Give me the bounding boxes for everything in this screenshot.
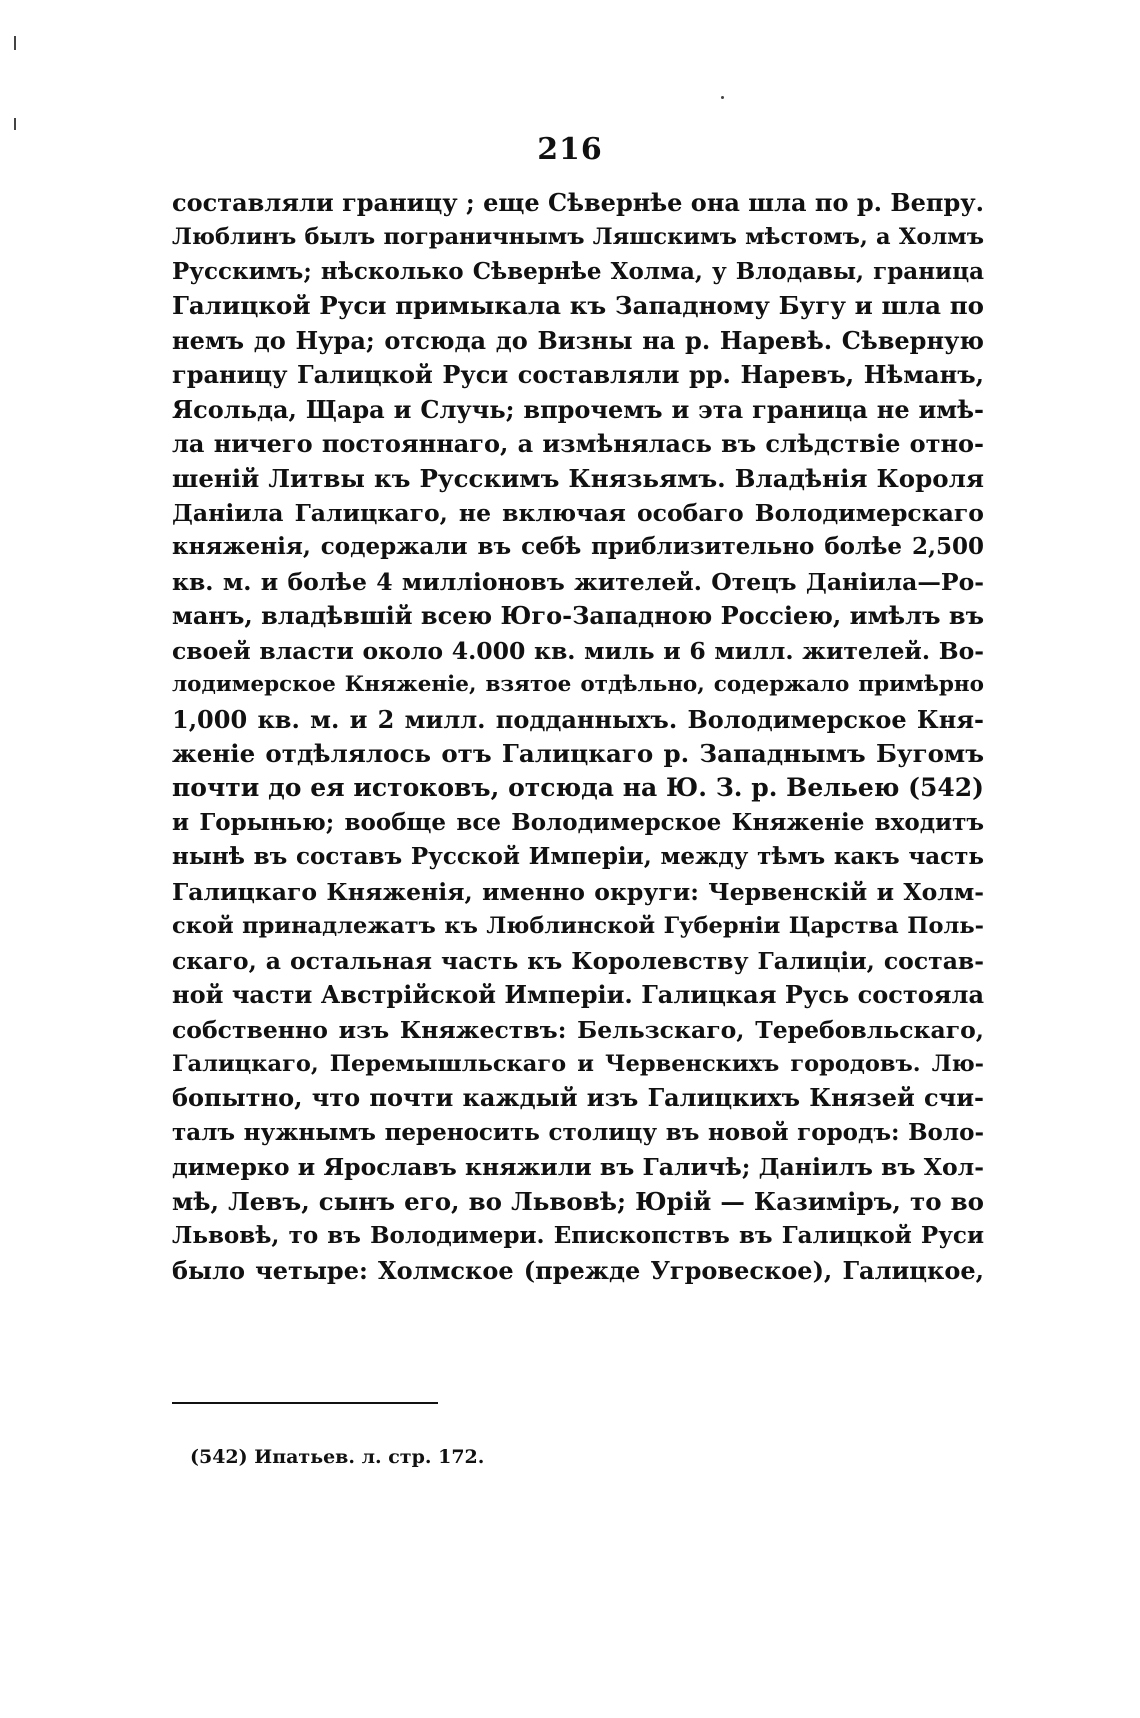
text-line: Русскимъ; нѣсколько Сѣвернѣе Холма, у Влодавы, граница — [172, 257, 984, 285]
text-line: димерко и Ярославъ княжили въ Галичѣ; Даніилъ въ Хол- — [172, 1153, 984, 1182]
text-line: границу Галицкой Руси составляли рр. Наревъ, Нѣманъ, — [172, 360, 984, 390]
text-line: бопытно, что почти каждый изъ Галицкихъ Князей счи- — [172, 1083, 984, 1113]
scan-dust-mark — [721, 96, 724, 99]
text-line: ской принадлежатъ къ Люблинской Губерніи Царства Поль- — [172, 913, 984, 940]
text-line: 1,000 кв. м. и 2 милл. подданныхъ. Володимерское Кня- — [172, 704, 984, 734]
text-line: женіе отдѣлялось отъ Галицкаго р. Западнымъ Бугомъ — [172, 739, 984, 768]
text-line: составляли границу ; еще Сѣвернѣе она шла по р. Вепру. — [172, 188, 984, 217]
text-line: Галицкаго, Перемышльскаго и Червенскихъ городовъ. Лю- — [172, 1050, 984, 1077]
body-text — [172, 186, 984, 1288]
text-line: Галицкаго Княженія, именно округи: Червенскій и Холм- — [172, 877, 984, 906]
text-line: собственно изъ Княжествъ: Бельзскаго, Теребовльскаго, — [172, 1015, 984, 1044]
text-line: шеній Литвы къ Русскимъ Князьямъ. Владѣнія Короля — [172, 463, 984, 493]
text-line: талъ нужнымъ переносить столицу въ новой городъ: Воло- — [172, 1118, 984, 1146]
text-line: Львовѣ, то въ Володимери. Епископствъ въ Галицкой Руси — [172, 1222, 984, 1250]
text-line: нынѣ въ составъ Русской Имперіи, между тѣмъ какъ часть — [172, 843, 984, 871]
text-line: манъ, владѣвшій всею Юго-Западною Россіею, имѣлъ въ — [172, 601, 984, 631]
text-line: было четыре: Холмское (прежде Угровеское), Галицкое, — [172, 1255, 984, 1285]
text-line: ла ничего постояннаго, а измѣнялась въ слѣдствіе отно- — [172, 429, 984, 459]
scan-edge-mark — [14, 36, 16, 50]
text-line: немъ до Нура; отсюда до Визны на р. Наревѣ. Сѣверную — [172, 325, 984, 355]
text-line: лодимерское Княженіе, взятое отдѣльно, содержало примѣрно — [172, 672, 984, 698]
text-line: кв. м. и болѣе 4 милліоновъ жителей. Отецъ Даніила—Ро- — [172, 567, 984, 596]
text-line: почти до ея истоковъ, отсюда на Ю. З. р. Вельею (542) — [172, 773, 984, 803]
text-line: Люблинъ былъ пограничнымъ Ляшскимъ мѣстомъ, а Холмъ — [172, 224, 984, 251]
text-line: и Горынью; вообще все Володимерское Княженіе входитъ — [172, 808, 984, 836]
text-line: ной части Австрійской Имперіи. Галицкая Русь состояла — [172, 980, 984, 1010]
text-line: скаго, а остальная часть къ Королевству Галиціи, состав- — [172, 946, 984, 975]
text-line: Ясольда, Щара и Случь; впрочемъ и эта граница не имѣ- — [172, 394, 984, 424]
text-line: мѣ, Левъ, сынъ его, во Львовѣ; Юрій — Казиміръ, то во — [172, 1186, 984, 1216]
text-line: княженія, содержали въ себѣ приблизительно болѣе 2,500 — [172, 533, 984, 561]
scan-edge-mark — [14, 118, 16, 130]
footnote-divider — [172, 1402, 438, 1404]
text-line: Галицкой Руси примыкала къ Западному Бугу и шла по — [172, 291, 984, 321]
footnote: (542) Ипатьев. л. стр. 172. — [190, 1446, 485, 1468]
page-number: 216 — [537, 132, 603, 167]
text-line: Даніила Галицкаго, не включая особаго Володимерскаго — [172, 498, 984, 527]
text-line: своей власти около 4.000 кв. миль и 6 милл. жителей. Во- — [172, 636, 984, 665]
